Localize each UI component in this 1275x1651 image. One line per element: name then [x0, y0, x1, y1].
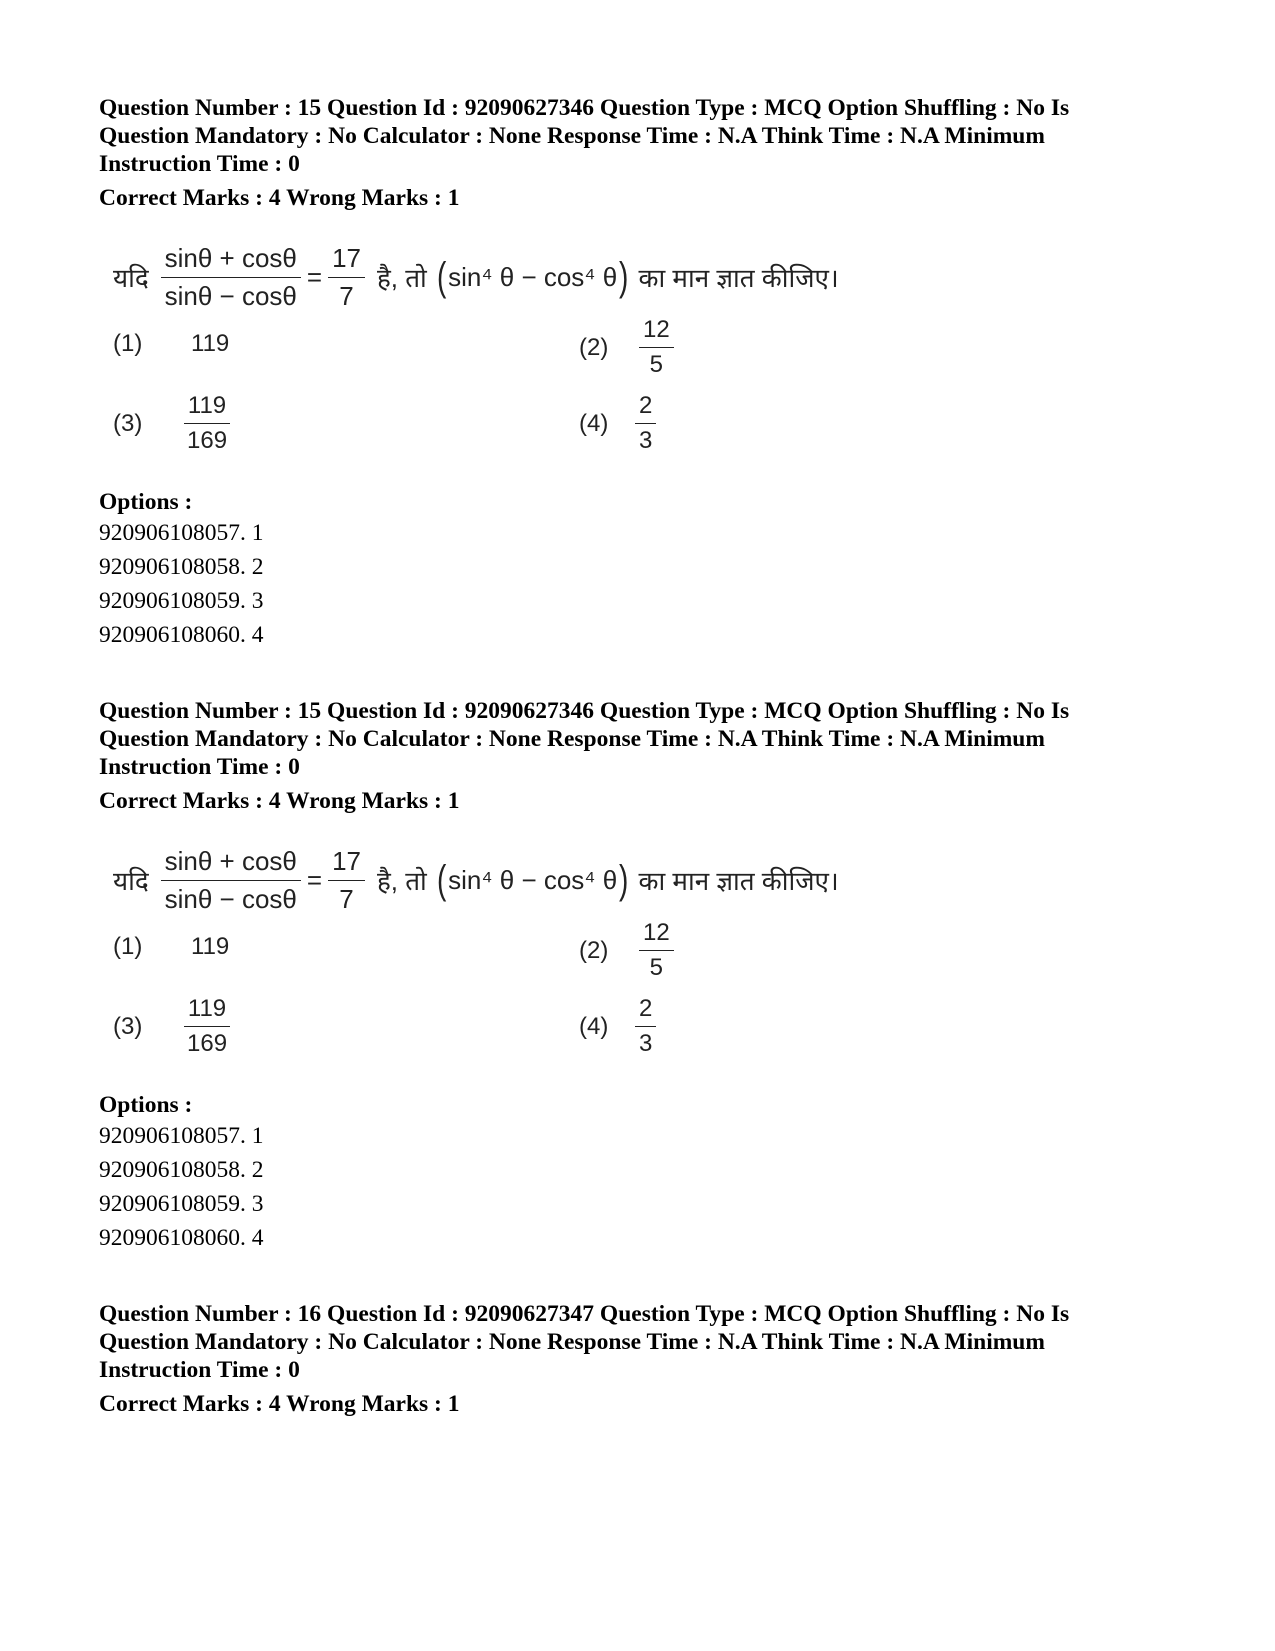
rhs-numerator: 17 [328, 846, 365, 881]
question-meta-line: Question Number : 16 Question Id : 92090627347 Question Type : MCQ Option Shuffling : No Is [99, 1301, 1070, 1327]
equals-sign: = [306, 261, 323, 292]
answer-label: (1) [113, 330, 143, 357]
question-meta-line: Question Number : 15 Question Id : 92090627346 Question Type : MCQ Option Shuffling : No Is [99, 95, 1070, 121]
answer-numerator: 12 [639, 316, 674, 348]
question-meta-line: Instruction Time : 0 [99, 754, 300, 780]
answer-denominator: 3 [639, 427, 653, 454]
answer-label: (3) [113, 1012, 143, 1040]
rhs-numerator: 17 [328, 243, 365, 278]
answer-label: (4) [579, 1012, 609, 1040]
question-prefix: यदि [113, 866, 149, 896]
answer-option-4 [579, 995, 656, 1058]
option-id-line: 920906108057. 1 [99, 1123, 264, 1149]
option-id-line: 920906108059. 3 [99, 1191, 264, 1217]
option-id-line: 920906108058. 2 [99, 1157, 264, 1183]
answer-option-2 [579, 316, 674, 379]
answer-fraction [183, 995, 231, 1058]
marks-line: Correct Marks : 4 Wrong Marks : 1 [99, 185, 460, 211]
answer-numerator: 2 [635, 995, 656, 1027]
question-expression: sin⁴ θ − cos⁴ θ [448, 864, 618, 895]
question-stem [113, 845, 839, 915]
option-id-line: 920906108059. 3 [99, 588, 264, 614]
answer-option-2 [579, 919, 674, 982]
rhs-fraction [328, 243, 365, 312]
lhs-fraction [161, 846, 301, 915]
lhs-fraction [161, 243, 301, 312]
answer-fraction [635, 995, 656, 1058]
left-paren: ( [436, 255, 447, 299]
answer-fraction [183, 392, 231, 455]
answer-denominator: 5 [649, 351, 664, 378]
rhs-denominator: 7 [339, 280, 354, 311]
answer-denominator: 5 [649, 954, 664, 981]
answer-numerator: 12 [639, 919, 674, 951]
lhs-denominator: sinθ − cosθ [164, 280, 297, 311]
question-meta-line: Question Mandatory : No Calculator : None Response Time : N.A Think Time : N.A Minimum [99, 1329, 1045, 1355]
option-id-line: 920906108060. 4 [99, 622, 264, 648]
marks-line: Correct Marks : 4 Wrong Marks : 1 [99, 1391, 460, 1417]
answer-label: (1) [113, 933, 143, 960]
lhs-numerator: sinθ + cosθ [161, 243, 301, 278]
answer-option-3 [113, 995, 231, 1058]
question-prefix: यदि [113, 263, 149, 293]
answer-label: (2) [579, 936, 609, 964]
answer-value: 119 [191, 330, 230, 357]
question-suffix: का मान ज्ञात कीजिए। [638, 866, 839, 896]
answer-numerator: 2 [635, 392, 656, 424]
answer-denominator: 169 [187, 1030, 228, 1057]
answer-fraction [639, 316, 674, 379]
left-paren: ( [436, 858, 447, 902]
option-id-line: 920906108057. 1 [99, 520, 264, 546]
lhs-numerator: sinθ + cosθ [161, 846, 301, 881]
equals-sign: = [306, 864, 323, 895]
option-id-line: 920906108060. 4 [99, 1225, 264, 1251]
question-expression: sin⁴ θ − cos⁴ θ [448, 261, 618, 292]
right-paren: ) [619, 255, 629, 299]
answer-denominator: 3 [639, 1030, 653, 1057]
question-stem [113, 242, 839, 312]
answer-label: (4) [579, 409, 609, 437]
answer-option-3 [113, 392, 231, 455]
rhs-denominator: 7 [339, 883, 354, 914]
question-meta-line: Question Mandatory : No Calculator : None Response Time : N.A Think Time : N.A Minimum [99, 726, 1045, 752]
answer-numerator: 119 [184, 392, 230, 424]
right-paren: ) [619, 858, 629, 902]
answer-fraction [635, 392, 656, 455]
answer-option-4 [579, 392, 656, 455]
marks-line: Correct Marks : 4 Wrong Marks : 1 [99, 788, 460, 814]
question-mid: है, तो [376, 263, 427, 293]
answer-fraction [639, 919, 674, 982]
answer-label: (2) [579, 333, 609, 361]
question-meta-line: Instruction Time : 0 [99, 151, 300, 177]
answer-numerator: 119 [184, 995, 230, 1027]
question-block [99, 697, 1179, 1255]
question-suffix: का मान ज्ञात कीजिए। [638, 263, 839, 293]
options-heading: Options : [99, 489, 193, 515]
question-image [99, 837, 1179, 1087]
question-meta-line: Question Mandatory : No Calculator : None Response Time : N.A Think Time : N.A Minimum [99, 123, 1045, 149]
question-meta-line: Instruction Time : 0 [99, 1357, 300, 1383]
options-heading: Options : [99, 1092, 193, 1118]
question-block [99, 1300, 1179, 1418]
rhs-fraction [328, 846, 365, 915]
option-id-line: 920906108058. 2 [99, 554, 264, 580]
lhs-denominator: sinθ − cosθ [164, 883, 297, 914]
question-meta-line: Question Number : 15 Question Id : 92090627346 Question Type : MCQ Option Shuffling : No Is [99, 698, 1070, 724]
answer-option-1 [113, 933, 229, 961]
answer-label: (3) [113, 409, 143, 437]
question-block [99, 94, 1179, 652]
answer-value: 119 [191, 933, 230, 960]
question-mid: है, तो [376, 866, 427, 896]
question-image [99, 234, 1179, 484]
answer-denominator: 169 [187, 427, 228, 454]
answer-option-1 [113, 330, 229, 358]
